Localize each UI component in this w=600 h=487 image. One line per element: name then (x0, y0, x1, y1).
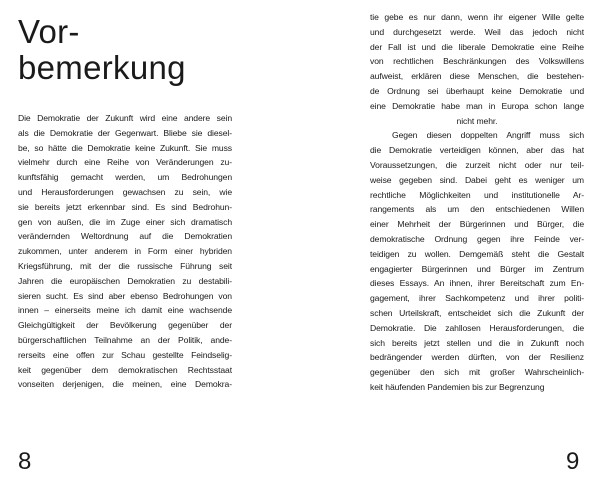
text-line: demokratische Ordnung gegen ihre Feinde ver- (370, 233, 584, 244)
text-line: tie gebe es nur dann, wenn ihr eigener Wille gelte (370, 12, 584, 22)
text-line: Gleichgültigkeit der Bevölkerung gegenüber der (18, 320, 232, 331)
right-body-text (370, 10, 584, 395)
text-line: engagierter Bürgerinnen und Bürger im Zentrum (370, 263, 584, 274)
text-line: bedrängender werden dürften, von der Resilienz (370, 352, 584, 363)
text-line: aufweist, erklären diese Menschen, die bestehen- (370, 71, 584, 82)
text-line: sie bereits jetzt erkennbar sind. Es sind Bedrohun- (18, 201, 232, 212)
text-line: vielmehr durch eine Reihe von Veränderungen zu- (18, 157, 232, 168)
text-line: rangements als um den entschiedenen Willen (370, 204, 584, 215)
text-line: Gegen diesen doppelten Angriff muss sich (392, 130, 584, 141)
text-line: sich bereits jetzt stellen und die in Zukunft noch (370, 337, 584, 348)
text-line: Demokratie. Die zahllosen Herausforderungen, die (370, 322, 584, 333)
text-line: rechtliche Möglichkeiten und institutionelle Ar- (370, 189, 584, 200)
text-line: eine Demokratie habe man in Europa schon lange (370, 100, 584, 111)
text-line: als die Demokratie der Gegenwart. Bliebe sie diesel- (18, 127, 232, 138)
text-line: einer Mehrheit der Bürgerinnen und Bürger, die (370, 219, 584, 230)
text-line: weise gegeben sind. Dabei geht es weniger um (370, 174, 584, 185)
text-line: bürgerschaftlichen Teilnahme an der Politik, ande- (18, 334, 232, 345)
text-line: und Herausforderungen gewachsen zu sein, wie (18, 186, 232, 197)
chapter-title-line: bemerkung (18, 49, 186, 86)
text-line: teidigen zu wollen. Demgemäß steht die Gestalt (370, 248, 584, 259)
text-line: dieses Essays. An ihnen, ihrer Bereitschaft zum En- (370, 278, 584, 289)
text-line: innen – einerseits meine ich damit eine wachsende (18, 305, 232, 316)
page-number-left: 8 (18, 448, 32, 475)
chapter-title (18, 14, 186, 86)
text-line: und durchgesetzt werde. Weil das jedoch nicht (370, 26, 584, 37)
text-line: von rechtlichen Beschränkungen des Volkswillens (370, 56, 584, 67)
text-line: zukommen, unter anderem in Form einer hybriden (18, 246, 232, 257)
text-line: keit häufenden Pandemien bis zur Begrenzung (370, 381, 545, 392)
text-line: rerseits eine offen zur Schau gestellte Feindselig- (18, 349, 232, 360)
text-line: be, so hätte die Demokratie keine Zukunft. Sie muss (18, 142, 232, 153)
text-line: nicht mehr. (456, 115, 498, 126)
text-line: schen Urteilskraft, entscheidet sich die Zukunft der (370, 307, 584, 318)
text-line: keit gegenüber dem demokratischen Rechtsstaat (18, 364, 232, 375)
text-line: kunftsfähig gemacht werden, um Bedrohungen (18, 172, 232, 183)
page-number-right: 9 (566, 448, 580, 475)
text-line: gegenüber den sich mit großer Wahrscheinlich- (370, 367, 584, 378)
text-line: vonseiten derjenigen, die meinen, eine Demokra- (18, 379, 232, 390)
text-line: Kriegsführung, mit der die russische Führung seit (18, 260, 232, 271)
text-line: sieren sucht. Es sind aber ebenso Bedrohungen von (18, 290, 232, 301)
text-line: gen von außen, die im Zuge einer sich dramatisch (18, 216, 232, 227)
text-line: die Demokratie verteidigen können, aber das hat (370, 145, 584, 156)
left-body-text (18, 111, 232, 392)
text-line: Voraussetzungen, die zurzeit nicht oder nur teil- (370, 159, 584, 170)
text-line: Jahren die europäischen Demokratien zu destabili- (18, 275, 232, 286)
right-page (300, 0, 600, 487)
text-line: de Ordnung sei überhaupt keine Demokratie und (370, 85, 584, 96)
text-line: Die Demokratie der Zukunft wird eine andere sein (18, 113, 232, 123)
chapter-title-line: Vor- (18, 13, 80, 50)
text-line: verändernden Weltordnung auf die Demokratien (18, 231, 232, 242)
text-line: gagement, ihrer Sachkompetenz und ihrer politi- (370, 293, 584, 304)
text-line: der Fall ist und die liberale Demokratie eine Reihe (370, 41, 584, 52)
